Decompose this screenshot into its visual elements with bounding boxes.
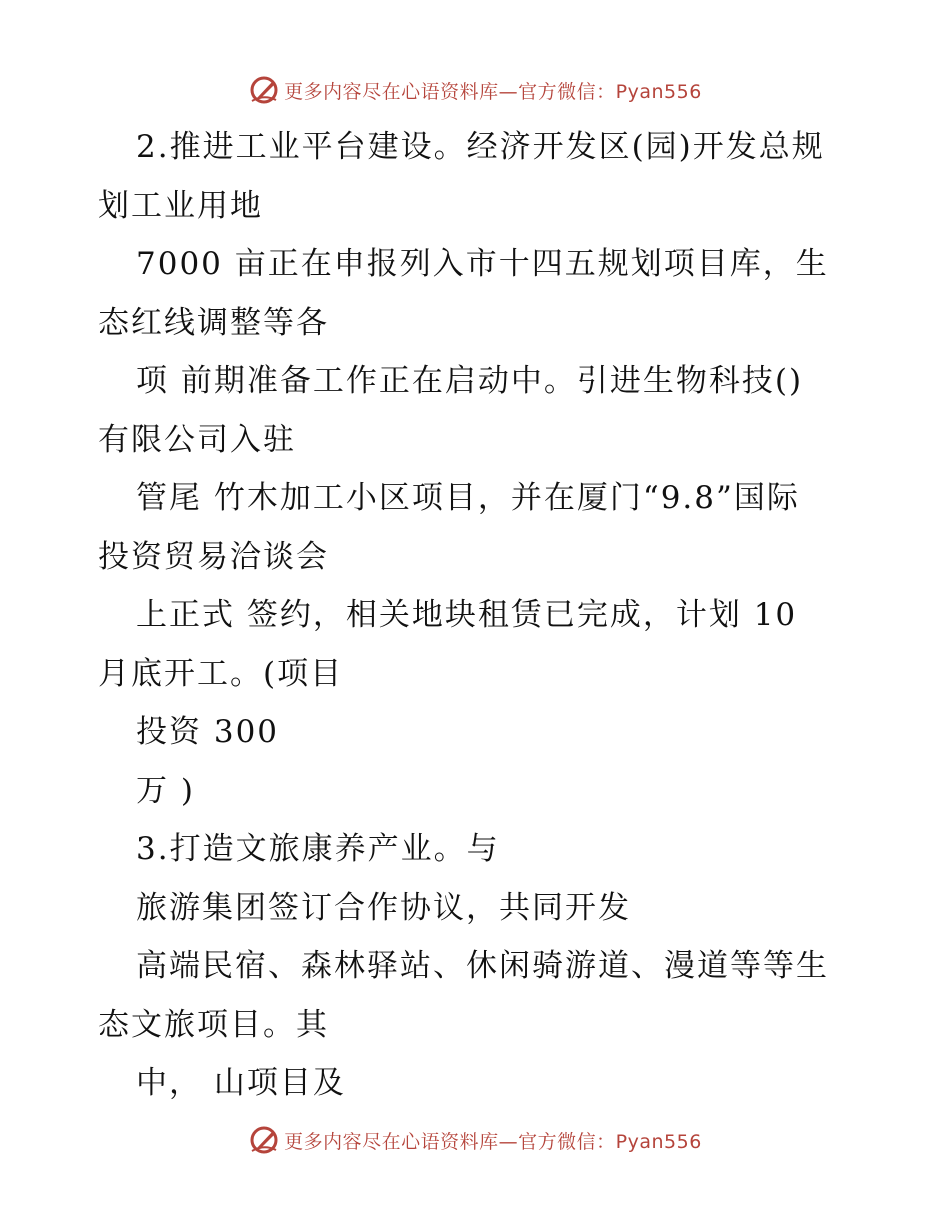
text-line: 7000 亩正在申报列入市十四五规划项目库，生 bbox=[136, 246, 829, 282]
text-line: 中， 山项目及 bbox=[136, 1065, 346, 1101]
watermark-text: 更多内容尽在心语资料库—官方微信：Pyan556 bbox=[284, 80, 702, 103]
header-watermark bbox=[0, 70, 950, 110]
footer-watermark bbox=[0, 1120, 950, 1160]
text-line: 投资贸易洽谈会 bbox=[98, 538, 329, 575]
text-line: 项 前期准备工作正在启动中。引进生物科技() bbox=[136, 363, 804, 399]
quill-logo-icon bbox=[248, 1124, 280, 1156]
text-line: 划工业用地 bbox=[98, 187, 263, 224]
text-line: 高端民宿、森林驿站、休闲骑游道、漫道等等生 bbox=[136, 948, 829, 984]
text-line: 态文旅项目。其 bbox=[98, 1006, 329, 1043]
text-line: 态红线调整等各 bbox=[98, 304, 329, 341]
text-line: 投资 300 bbox=[136, 714, 280, 750]
document-body bbox=[98, 118, 858, 1113]
text-line: 月底开工。(项目 bbox=[98, 655, 344, 692]
text-line: 有限公司入驻 bbox=[98, 421, 296, 458]
text-line: 3.打造文旅康养产业。与 bbox=[136, 831, 500, 867]
text-line: 旅游集团签订合作协议，共同开发 bbox=[136, 889, 631, 926]
text-line: 上正式 签约，相关地块租赁已完成，计划 10 bbox=[136, 597, 798, 633]
text-line: 2.推进工业平台建设。经济开发区(园)开发总规 bbox=[136, 129, 825, 165]
watermark-text: 更多内容尽在心语资料库—官方微信：Pyan556 bbox=[284, 1130, 702, 1153]
quill-logo-icon bbox=[248, 74, 280, 106]
text-line: 管尾 竹木加工小区项目，并在厦门“9.8”国际 bbox=[136, 480, 800, 516]
text-line: 万 ) bbox=[136, 772, 195, 809]
